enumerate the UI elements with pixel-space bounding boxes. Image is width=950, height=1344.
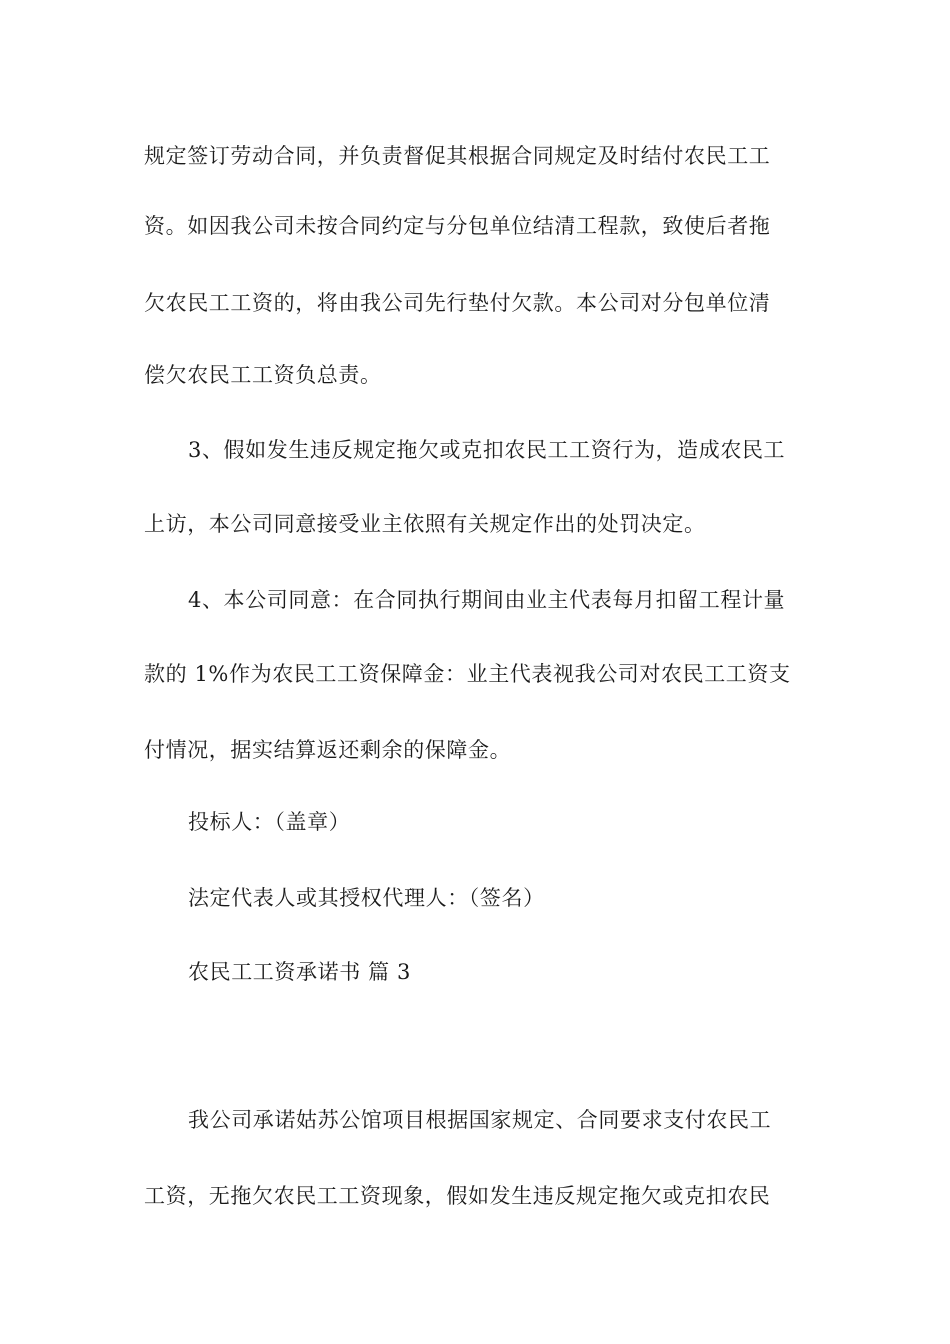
section-3-line-1: 我公司承诺姑苏公馆项目根据国家规定、合同要求支付农民工 xyxy=(188,1108,772,1132)
clause-4-line-2: 款的 1%作为农民工工资保障金：业主代表视我公司对农民工工资支 xyxy=(144,662,791,686)
clause-4-line-1: 4、本公司同意：在合同执行期间由业主代表每月扣留工程计量 xyxy=(188,588,786,612)
section-3-line-2: 工资，无拖欠农民工工资现象，假如发生违反规定拖欠或克扣农民 xyxy=(144,1184,771,1208)
paragraph-line-3: 欠农民工工资的，将由我公司先行垫付欠款。本公司对分包单位清 xyxy=(144,291,771,315)
clause-3-line-1: 3、假如发生违反规定拖欠或克扣农民工工资行为，造成农民工 xyxy=(188,438,786,462)
paragraph-line-2: 资。如因我公司未按合同约定与分包单位结清工程款，致使后者拖 xyxy=(144,214,771,238)
legal-representative-line: 法定代表人或其授权代理人：（签名） xyxy=(188,886,545,910)
section-title: 农民工工资承诺书 篇 3 xyxy=(188,960,411,984)
bidder-seal-line: 投标人：（盖章） xyxy=(188,810,351,834)
clause-4-line-3: 付情况，据实结算返还剩余的保障金。 xyxy=(144,738,512,762)
paragraph-line-1: 规定签订劳动合同，并负责督促其根据合同规定及时结付农民工工 xyxy=(144,144,771,168)
clause-3-line-2: 上访，本公司同意接受业主依照有关规定作出的处罚决定。 xyxy=(144,512,706,536)
paragraph-line-4: 偿欠农民工工资负总责。 xyxy=(144,363,382,387)
